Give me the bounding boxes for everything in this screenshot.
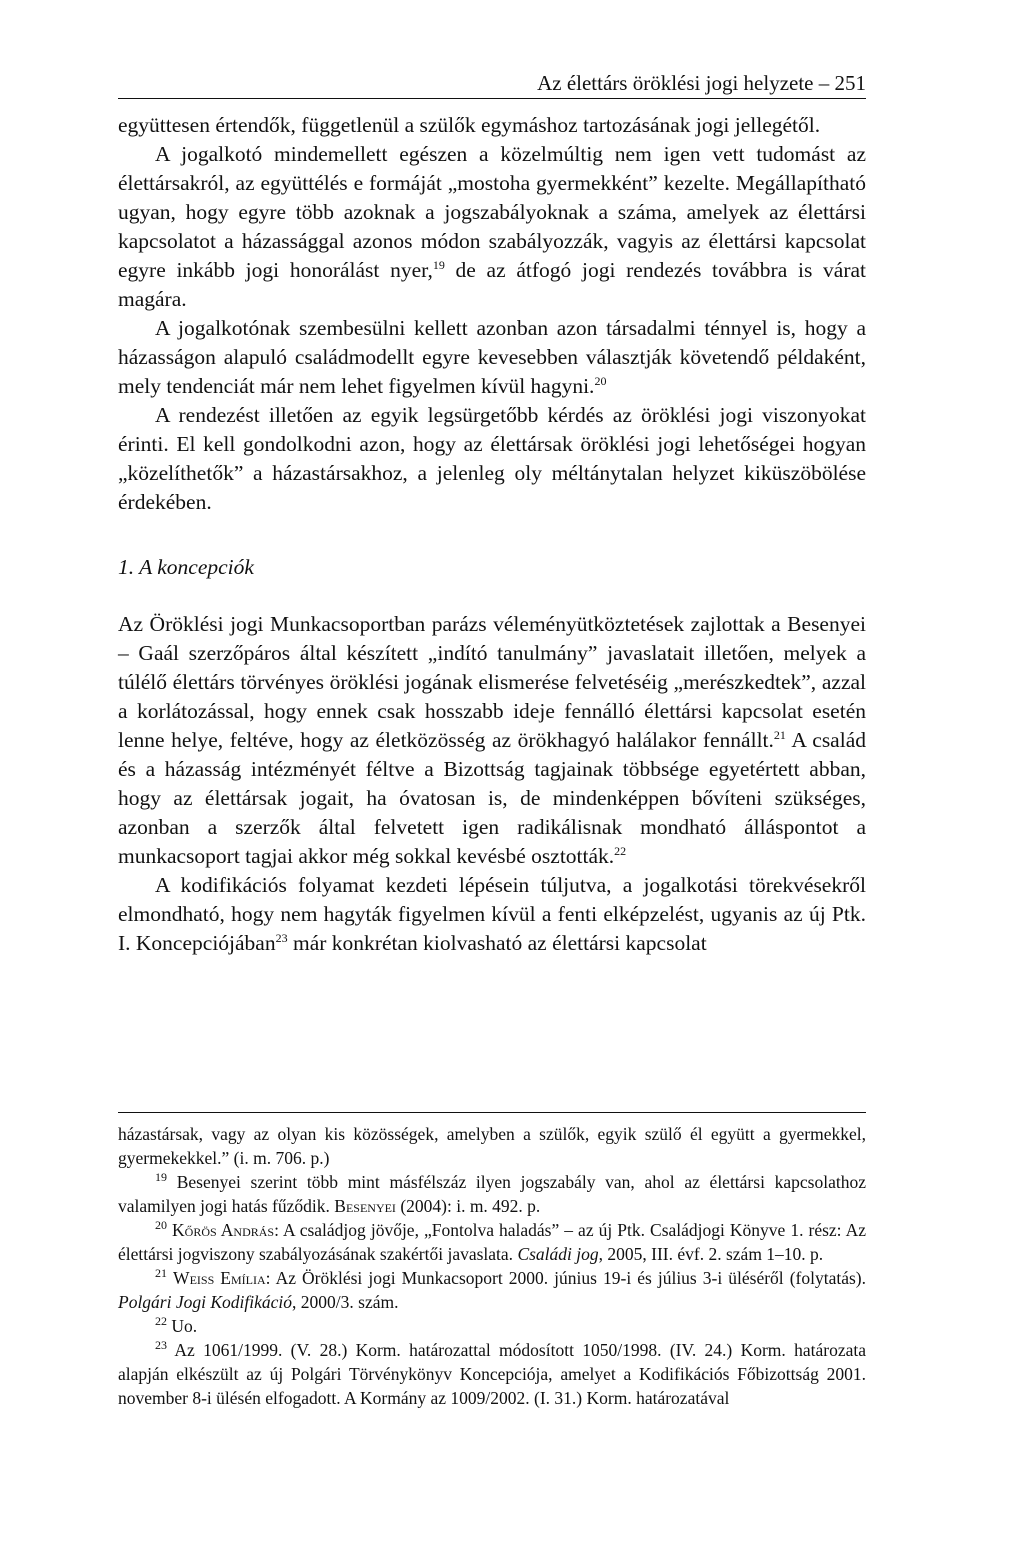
paragraph-5-text-b: A család és a házasság intézményét féltve a Bizottság tagjainak többsége egyetértett abban, hogy az élettársak jogait, ha óvatosan is, de mindenképpen bővíteni szükséges, azonban a szerzők által felvetett igen radikálisnak mondható álláspontot a munkacsoport tagjai akkor még sokkal kevésbé osztották. [118,728,866,868]
footnote-20-author: Kőrös András [172,1220,275,1240]
footnote-continuation: házastársak, vagy az olyan kis közösségek, amelyben a szülők, egyik szülő él együtt a gyermekkel, gyermekekkel.” (i. m. 706. p.) [118,1124,866,1168]
footnote-22-text: Uo. [167,1316,198,1336]
footnote-21-journal: Polgári Jogi Kodifikáció [118,1292,293,1312]
running-header: Az élettárs öröklési jogi helyzete – 251 [118,70,866,99]
footnote-22 [118,1314,866,1338]
footnote-divider [118,1112,866,1113]
footnote-19-number: 19 [155,1170,167,1184]
footnote-19 [118,1170,866,1218]
paragraph-3-text: A jogalkotónak szembesülni kellett azonban azon társadalmi ténnyel is, hogy a házasságon alapuló családmodellt egyre kevesebben választják követendő példaként, mely tendenciát már nem lehet figyelmen kívül hagyni. [118,316,866,398]
paragraph-5 [118,610,866,871]
footnote-ref-22[interactable]: 22 [614,844,627,858]
paragraph-6 [118,871,866,958]
footnote-20-text-b: , 2005, III. évf. 2. szám 1–10. p. [598,1244,824,1264]
paragraph-6-text-b: már konkrétan kiolvasható az élettársi kapcsolat [287,931,707,955]
footnote-19-text: Besenyei szerint több mint másfélszáz ilyen jogszabály van, ahol az élettársi kapcsolathoz valamilyen jogi hatás fűződik. [118,1172,866,1216]
footnote-ref-21[interactable]: 21 [773,728,786,742]
paragraph-2 [118,140,866,314]
footnote-19-tail: (2004): i. m. 492. p. [395,1196,541,1216]
paragraph-2-text-a: A jogalkotó mindemellett egészen a közelmúltig nem igen vett tudomást az élettársakról, az együttélés e formáját „mostoha gyermekként” kezelte. Megállapítható ugyan, hogy egyre több azoknak a jogszabályoknak a száma, amelyek az élettársi kapcsolatot a házassággal azonos módon szabályozzák, vagyis az élettársi kapcsolat egyre inkább jogi honorálást nyer, [118,142,866,282]
footnote-20 [118,1218,866,1266]
footnote-21-number: 21 [155,1266,167,1280]
footnote-23 [118,1338,866,1410]
paragraph-6-text-a: A kodifikációs folyamat kezdeti lépésein túljutva, a jogalkotási törekvésekről elmondható, hogy nem hagyták figyelmen kívül a fenti elképzelést, ugyanis az új Ptk. I. Koncepciójában [118,873,866,955]
paragraph-4 [118,401,866,517]
paragraph-4-text: A rendezést illetően az egyik legsürgetőbb kérdés az öröklési jogi viszonyokat érinti. El kell gondolkodni azon, hogy az élettársak öröklési jogi lehetőségei hogyan „közelíthetők” a házastársakhoz, a jelenleg oly méltánytalan helyzet kiküszöbölése érdekében. [118,403,866,514]
footnote-21-text-a: : Az Öröklési jogi Munkacsoport 2000. június 19-i és július 3-i üléséről (folytatás). [265,1268,866,1288]
paragraph-1 [118,111,866,140]
footnote-ref-19[interactable]: 19 [432,258,445,272]
footnote-21-author: Weiss Emília [173,1268,266,1288]
section-heading: 1. A koncepciók [118,555,254,579]
footnote-21-text-b: , 2000/3. szám. [292,1292,399,1312]
paragraph-5-text-a: Az Öröklési jogi Munkacsoportban parázs véleményütköztetések zajlottak a Besenyei – Gaál szerzőpáros által készített „indító tanulmány” javaslatait illetően, melyek a túlélő élettárs törvényes öröklési jogának elismerése felvetéséig „merészkedtek”, azzal a korlátozással, hogy ennek csak hosszabb ideje fennálló élettársi kapcsolat esetén lenne helye, feltéve, hogy az életközösség az örökhagyó halálakor fennállt. [118,612,866,752]
footnote-ref-20[interactable]: 20 [594,374,607,388]
paragraph-1-text: együttesen értendők, függetlenül a szülők egymáshoz tartozásának jogi jellegétől. [118,113,821,137]
paragraph-3 [118,314,866,401]
footnote-23-text: Az 1061/1999. (V. 28.) Korm. határozattal módosított 1050/1998. (IV. 24.) Korm. határozata alapján elkészült az új Polgári Törvénykönyv Koncepciója, amelyet a Kodifikációs Főbizottság 2001. november 8-i ülésén elfogadott. A Kormány az 1009/2002. (I. 31.) Korm. határozatával [118,1340,866,1408]
paragraph-2-text-b: de az átfogó jogi rendezés továbbra is várat magára. [118,258,866,311]
footnote-20-journal: Családi jog [517,1244,599,1264]
footnote-21 [118,1266,866,1314]
footnote-20-number: 20 [155,1218,167,1232]
footnote-22-number: 22 [155,1314,167,1328]
footnote-23-number: 23 [155,1338,167,1352]
footnote-20-text-a: : A családjog jövője, „Fontolva haladás” – az új Ptk. Családjogi Könyve 1. rész: Az élettársi jogviszony szabályozásának szakértői javaslata. [118,1220,867,1264]
footnote-ref-23[interactable]: 23 [275,931,288,945]
footnote-19-author: Besenyei [334,1196,396,1216]
footnotes [118,1122,866,1410]
main-text [118,111,866,958]
